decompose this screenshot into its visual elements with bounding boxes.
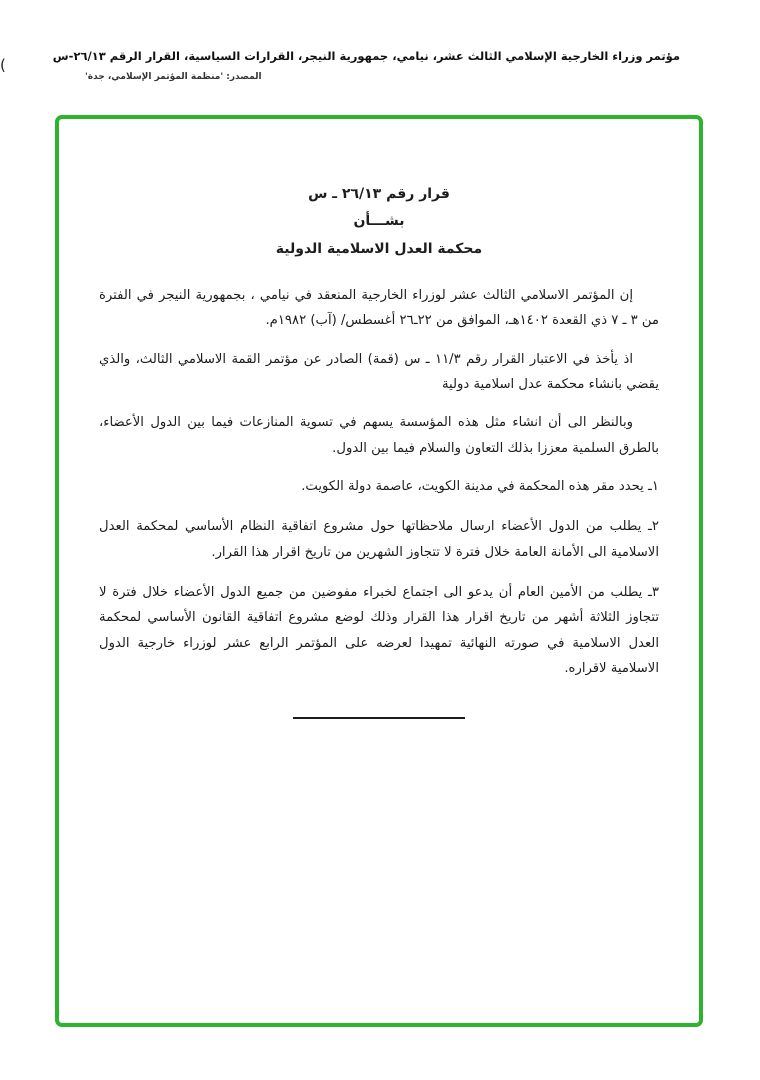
resolution-title-block xyxy=(99,181,659,263)
catalog-source: المصدر: 'منظمة المؤتمر الإسلامي، جدة' xyxy=(85,72,262,83)
catalog-header xyxy=(52,48,680,83)
preamble-paragraph-2: اذ يأخذ في الاعتبار القرار رقم ١١/٣ ـ س (قمة) الصادر عن مؤتمر القمة الاسلامي الثالث، والذي يقضي بانشاء محكمة عدل اسلامية دولية xyxy=(99,351,659,392)
resolution-item-3: ٣ـ يطلب من الأمين العام أن يدعو الى اجتماع لخبراء مفوضين من جميع الدول الأعضاء خلال فترة لا تتجاوز الثلاثة أشهر من تاريخ اقرار هذا القرار وذلك لوضع مشروع اتفاقية القانون الأساسي لمحكمة العدل الاسلامية في صورته النهائية تمهيدا لعرضه على المؤتمر الرابع عشر لوزراء خارجية الدول الاسلامية لاقراره. xyxy=(99,584,659,677)
scan-artifact-mark: ( xyxy=(0,56,6,74)
scanned-page xyxy=(55,115,703,1027)
resolution-regarding: بشـــأن xyxy=(353,213,405,230)
resolution-item-1: ١ـ يحدد مقر هذه المحكمة في مدينة الكويت، عاصمة دولة الكويت. xyxy=(301,478,659,494)
catalog-title: مؤتمر وزراء الخارجية الإسلامي الثالث عشر، نيامي، جمهورية النيجر، القرارات السياسية، القرار الرقم ٢٦/١٣-س xyxy=(52,49,680,63)
resolution-number: قرار رقم ٢٦/١٣ ـ س xyxy=(308,186,450,202)
resolution-subject: محكمة العدل الاسلامية الدولية xyxy=(275,240,483,257)
end-divider xyxy=(293,717,465,719)
resolution-item-2: ٢ـ يطلب من الدول الأعضاء ارسال ملاحظاتها حول مشروع اتفاقية النظام الأساسي لمحكمة العدل الاسلامية الى الأمانة العامة خلال فترة لا تتجاوز الشهرين من تاريخ اقرار هذا القرار. xyxy=(99,519,659,560)
preamble-paragraph-1: إن المؤتمر الاسلامي الثالث عشر لوزراء الخارجية المنعقد في نيامي ، بجمهورية النيجر في الفترة من ٣ ـ ٧ ذي القعدة ١٤٠٢هـ، الموافق من ٢٢ـ٢٦ أغسطس/ (آب) ١٩٨٢م. xyxy=(99,287,659,329)
preamble-paragraph-3: وبالنظر الى أن انشاء مثل هذه المؤسسة يسهم في تسوية المنازعات فيما بين الدول الأعضاء، بالطرق السلمية معززا بذلك التعاون والسلام فيما بين الدول. xyxy=(99,415,659,456)
resolution-document xyxy=(59,119,699,719)
